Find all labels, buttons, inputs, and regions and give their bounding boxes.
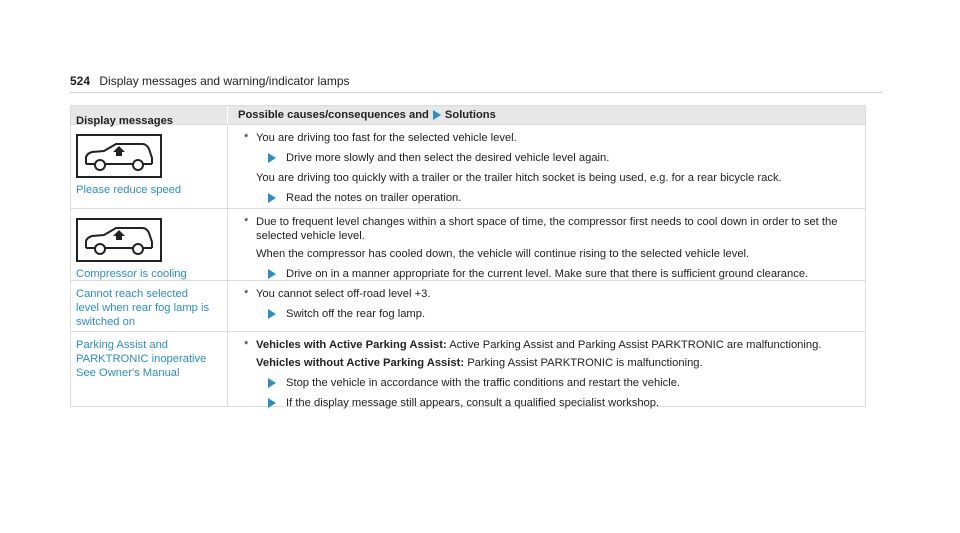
page-header xyxy=(70,74,882,93)
header-solutions-label: Solutions xyxy=(444,109,496,121)
table-row xyxy=(71,208,865,280)
vehicle-level-icon xyxy=(76,134,162,178)
footnote-star: * xyxy=(244,288,249,300)
footnote-star: * xyxy=(244,216,249,228)
display-message-cell xyxy=(71,125,227,208)
footnote-star: * xyxy=(244,132,249,144)
header-causes-solutions xyxy=(227,106,865,124)
arrow-icon xyxy=(268,193,276,203)
solution-step: Drive more slowly and then select the desired vehicle level again. xyxy=(286,152,610,164)
solution-step: Read the notes on trailer operation. xyxy=(286,192,462,204)
note-text: When the compressor has cooled down, the vehicle will continue rising to the selected vehicle level. xyxy=(256,248,750,260)
message-text-line: level when rear fog lamp is xyxy=(76,302,210,314)
solution-step: Stop the vehicle in accordance with the traffic conditions and restart the vehicle. xyxy=(286,377,681,389)
table-row xyxy=(71,280,865,331)
cause-text: Active Parking Assist and Parking Assist PARKTRONIC are malfunctioning. xyxy=(449,339,822,351)
messages-table xyxy=(70,105,866,407)
message-text-line: Parking Assist and xyxy=(76,339,169,351)
table-row xyxy=(71,124,865,208)
message-text: Please reduce speed xyxy=(76,184,182,196)
message-text-line: Cannot reach selected xyxy=(76,288,188,300)
table-header xyxy=(71,106,865,127)
arrow-icon xyxy=(268,153,276,163)
arrow-icon xyxy=(433,110,441,120)
cause-text: You are driving too quickly with a trailer or the trailer hitch socket is being used, e.g. for a rear bicycle rack. xyxy=(256,172,782,184)
cause-text: Parking Assist PARKTRONIC is malfunctioning. xyxy=(467,357,703,369)
page-title: Display messages and warning/indicator lamps xyxy=(99,74,350,88)
footnote-star: * xyxy=(244,339,249,351)
cause-text: You cannot select off-road level +3. xyxy=(256,288,431,300)
causes-cell xyxy=(227,332,865,409)
cause-text: You are driving too fast for the selected vehicle level. xyxy=(256,132,517,144)
table-row xyxy=(71,331,865,409)
page-number: 524 xyxy=(70,74,91,88)
vehicle-level-icon xyxy=(76,218,162,262)
solution-step: If the display message still appears, consult a qualified specialist workshop. xyxy=(286,397,660,409)
header-causes-label: Possible causes/consequences and xyxy=(238,109,429,121)
display-message-cell xyxy=(71,281,227,331)
solution-step: Switch off the rear fog lamp. xyxy=(286,308,426,320)
solution-step: Drive on in a manner appropriate for the current level. Make sure that there is sufficient ground clearance. xyxy=(286,268,809,280)
arrow-icon xyxy=(268,378,276,388)
arrow-icon xyxy=(268,269,276,279)
arrow-icon xyxy=(268,398,276,408)
message-text-line: See Owner's Manual xyxy=(76,367,180,379)
message-text-line: switched on xyxy=(76,316,136,328)
header-display-messages: Display messages xyxy=(76,115,174,127)
vehicle-variant-label: Vehicles without Active Parking Assist: xyxy=(256,357,465,369)
display-message-cell xyxy=(71,332,227,406)
causes-cell xyxy=(227,281,865,331)
causes-cell xyxy=(227,125,865,208)
cause-text: Due to frequent level changes within a short space of time, the compressor first needs to cool down in order to set the selected vehicle level. xyxy=(256,216,838,242)
arrow-icon xyxy=(268,309,276,319)
message-text-line: PARKTRONIC inoperative xyxy=(76,353,207,365)
display-message-cell xyxy=(71,209,227,280)
vehicle-variant-label: Vehicles with Active Parking Assist: xyxy=(256,339,447,351)
message-text: Compressor is cooling xyxy=(76,268,187,280)
causes-cell xyxy=(227,209,865,280)
